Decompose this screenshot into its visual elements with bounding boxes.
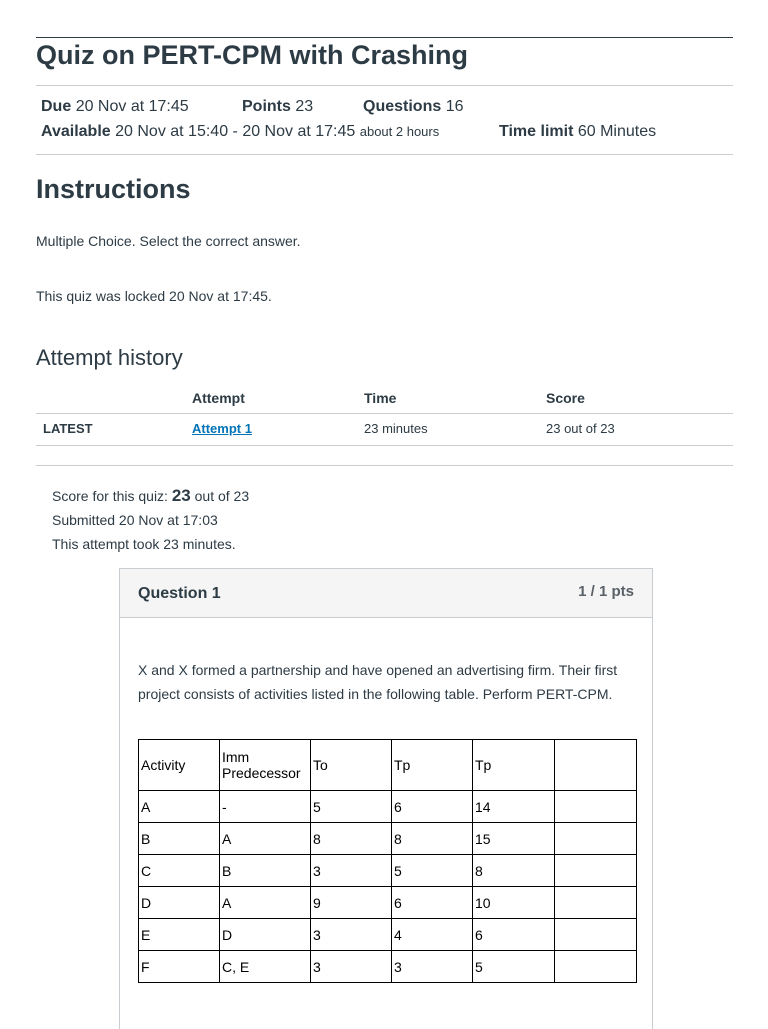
table-cell: E bbox=[139, 919, 220, 951]
table-cell bbox=[555, 951, 637, 983]
table-header-row bbox=[139, 740, 637, 791]
attempt-time: 23 minutes bbox=[364, 421, 428, 436]
instructions-heading: Instructions bbox=[36, 174, 191, 204]
points-label: Points bbox=[242, 98, 291, 115]
column-header-time: Time bbox=[364, 390, 397, 406]
quiz-score bbox=[52, 486, 249, 506]
table-cell bbox=[555, 823, 637, 855]
table-row bbox=[139, 919, 637, 951]
activity-table bbox=[138, 739, 637, 983]
due-info bbox=[41, 98, 189, 116]
header-cell: Tp bbox=[473, 740, 555, 791]
submitted-text: Submitted 20 Nov at 17:03 bbox=[52, 512, 218, 528]
table-cell: C bbox=[139, 855, 220, 887]
question-title: Question 1 bbox=[138, 585, 221, 602]
header-cell: Tp bbox=[392, 740, 473, 791]
table-cell: D bbox=[139, 887, 220, 919]
header-cell: Imm Predecessor bbox=[220, 740, 311, 791]
table-cell: A bbox=[139, 791, 220, 823]
table-cell: 8 bbox=[392, 823, 473, 855]
page-title: Quiz on PERT-CPM with Crashing bbox=[36, 40, 468, 70]
table-cell: 6 bbox=[392, 887, 473, 919]
score-value: 23 bbox=[171, 486, 191, 505]
available-label: Available bbox=[41, 123, 111, 140]
table-cell: 10 bbox=[473, 887, 555, 919]
available-note: about 2 hours bbox=[359, 124, 440, 139]
divider bbox=[36, 85, 733, 86]
available-info bbox=[41, 123, 439, 141]
table-cell: 3 bbox=[392, 951, 473, 983]
table-cell: - bbox=[220, 791, 311, 823]
header-cell: To bbox=[311, 740, 392, 791]
table-row-border bbox=[36, 445, 733, 446]
table-cell: 5 bbox=[392, 855, 473, 887]
points-info bbox=[242, 98, 313, 116]
table-cell: 14 bbox=[473, 791, 555, 823]
column-header-attempt: Attempt bbox=[192, 390, 245, 406]
table-cell: B bbox=[220, 855, 311, 887]
table-cell: 3 bbox=[311, 855, 392, 887]
table-row bbox=[139, 887, 637, 919]
table-cell bbox=[555, 855, 637, 887]
divider bbox=[36, 154, 733, 155]
table-cell bbox=[555, 919, 637, 951]
column-header-score: Score bbox=[546, 390, 585, 406]
table-cell: B bbox=[139, 823, 220, 855]
attempt-history-heading: Attempt history bbox=[36, 345, 183, 370]
table-cell bbox=[555, 887, 637, 919]
time-limit-info bbox=[499, 123, 656, 141]
table-cell: 8 bbox=[311, 823, 392, 855]
table-cell: C, E bbox=[220, 951, 311, 983]
table-cell: F bbox=[139, 951, 220, 983]
table-cell: 4 bbox=[392, 919, 473, 951]
question-header bbox=[120, 569, 652, 618]
score-suffix: out of 23 bbox=[194, 488, 250, 504]
attempt-score: 23 out of 23 bbox=[546, 421, 615, 436]
questions-info bbox=[363, 98, 463, 116]
time-limit-label: Time limit bbox=[499, 123, 574, 140]
score-prefix: Score for this quiz: bbox=[52, 488, 168, 504]
table-row bbox=[139, 951, 637, 983]
table-cell: A bbox=[220, 823, 311, 855]
table-row bbox=[139, 855, 637, 887]
table-cell: 6 bbox=[392, 791, 473, 823]
duration-text: This attempt took 23 minutes. bbox=[52, 536, 236, 552]
due-label: Due bbox=[41, 98, 72, 115]
table-cell: 5 bbox=[473, 951, 555, 983]
latest-label: LATEST bbox=[43, 421, 93, 436]
available-value: 20 Nov at 15:40 - 20 Nov at 17:45 bbox=[115, 123, 356, 140]
table-cell: D bbox=[220, 919, 311, 951]
table-cell: 9 bbox=[311, 887, 392, 919]
question-points: 1 / 1 pts bbox=[578, 583, 634, 600]
table-cell: 3 bbox=[311, 919, 392, 951]
table-row bbox=[139, 823, 637, 855]
table-cell: A bbox=[220, 887, 311, 919]
header-cell bbox=[555, 740, 637, 791]
divider bbox=[36, 465, 733, 466]
top-border bbox=[36, 37, 733, 38]
attempt-1-link[interactable]: Attempt 1 bbox=[192, 421, 252, 436]
points-value: 23 bbox=[295, 98, 314, 115]
header-cell: Activity bbox=[139, 740, 220, 791]
due-value: 20 Nov at 17:45 bbox=[75, 98, 189, 115]
table-cell: 3 bbox=[311, 951, 392, 983]
instructions-text: Multiple Choice. Select the correct answer. bbox=[36, 233, 301, 249]
table-cell: 5 bbox=[311, 791, 392, 823]
locked-notice: This quiz was locked 20 Nov at 17:45. bbox=[36, 288, 272, 304]
questions-value: 16 bbox=[445, 98, 464, 115]
question-text: X and X formed a partnership and have opened an advertising firm. Their first project consists of activities listed in the following table. Perform PERT-CPM. bbox=[138, 662, 618, 702]
time-limit-value: 60 Minutes bbox=[577, 123, 657, 140]
table-cell: 8 bbox=[473, 855, 555, 887]
table-cell: 15 bbox=[473, 823, 555, 855]
table-cell: 6 bbox=[473, 919, 555, 951]
table-row bbox=[139, 791, 637, 823]
questions-label: Questions bbox=[363, 98, 442, 115]
table-cell bbox=[555, 791, 637, 823]
attempt-link-cell bbox=[192, 421, 252, 436]
table-header-border bbox=[36, 413, 733, 414]
